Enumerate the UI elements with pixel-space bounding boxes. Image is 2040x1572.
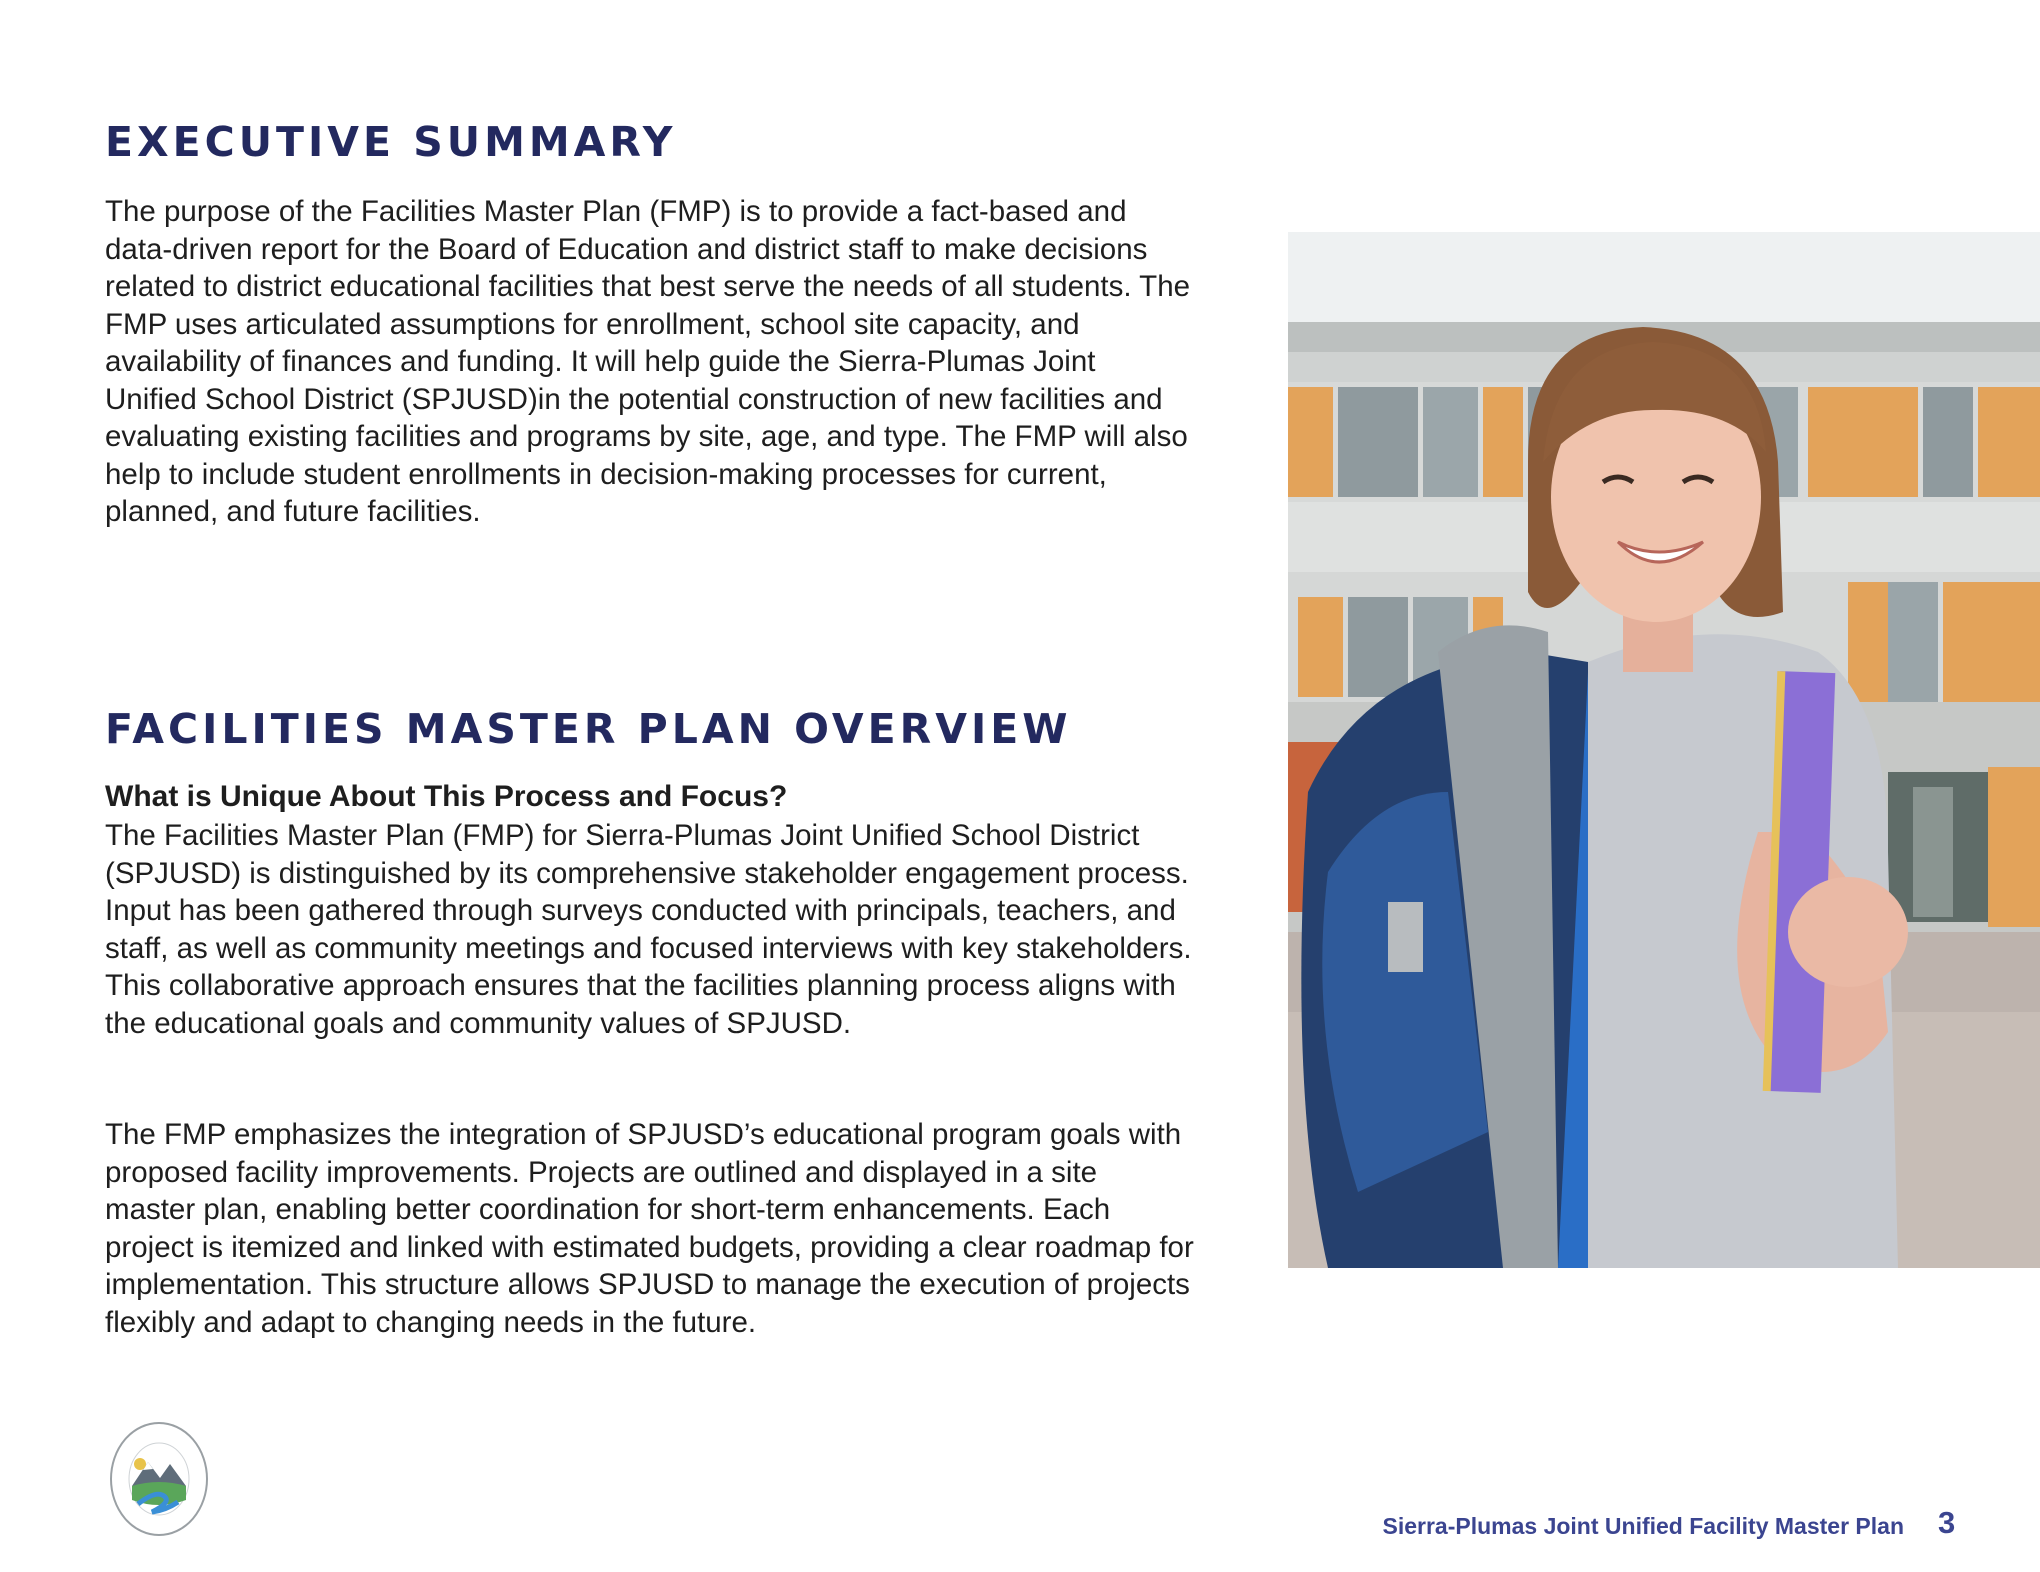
fmp-overview-paragraph-1: The Facilities Master Plan (FMP) for Sierra-Plumas Joint Unified School District (SPJUSD) is distinguished by its comprehensive stakeholder engagement process. Input has been gathered through surveys conducted with principals, teachers, and staff, as well as community meetings and focused interviews with key stakeholders. This collaborative approach ensures that the facilities planning process aligns with the educational goals and community values of SPJUSD. [105, 819, 1192, 1040]
page-number: 3 [1938, 1505, 1956, 1540]
student-photo [1288, 232, 2040, 1268]
fmp-overview-subheading: What is Unique About This Process and Focus? [105, 780, 788, 813]
district-logo [108, 1420, 210, 1538]
footer-title: Sierra-Plumas Joint Unified Facility Master Plan [1382, 1513, 1904, 1539]
fmp-overview-heading: FACILITIES MASTER PLAN OVERVIEW [105, 705, 1072, 753]
district-logo-seal [108, 1420, 210, 1538]
executive-summary-paragraph: The purpose of the Facilities Master Plan (FMP) is to provide a fact-based and data-driven report for the Board of Education and district staff to make decisions related to district educational facilities that best serve the needs of all students. The FMP uses articulated assumptions for enrollment, school site capacity, and availability of finances and funding. It will help guide the Sierra-Plumas Joint Unified School District (SPJUSD)in the potential construction of new facilities and evaluating existing facilities and programs by site, age, and type. The FMP will also help to include student enrollments in decision-making processes for current, planned, and future facilities. [105, 195, 1191, 528]
fmp-overview-paragraph-2: The FMP emphasizes the integration of SPJUSD’s educational program goals with proposed facility improvements. Projects are outlined and displayed in a site master plan, enabling better coordination for short-term enhancements. Each project is itemized and linked with estimated budgets, providing a clear roadmap for implementation. This structure allows SPJUSD to manage the execution of projects flexibly and adapt to changing needs in the future. [105, 1118, 1194, 1339]
student-photo-illustration [1288, 232, 2040, 1268]
executive-summary-heading: EXECUTIVE SUMMARY [105, 118, 677, 166]
